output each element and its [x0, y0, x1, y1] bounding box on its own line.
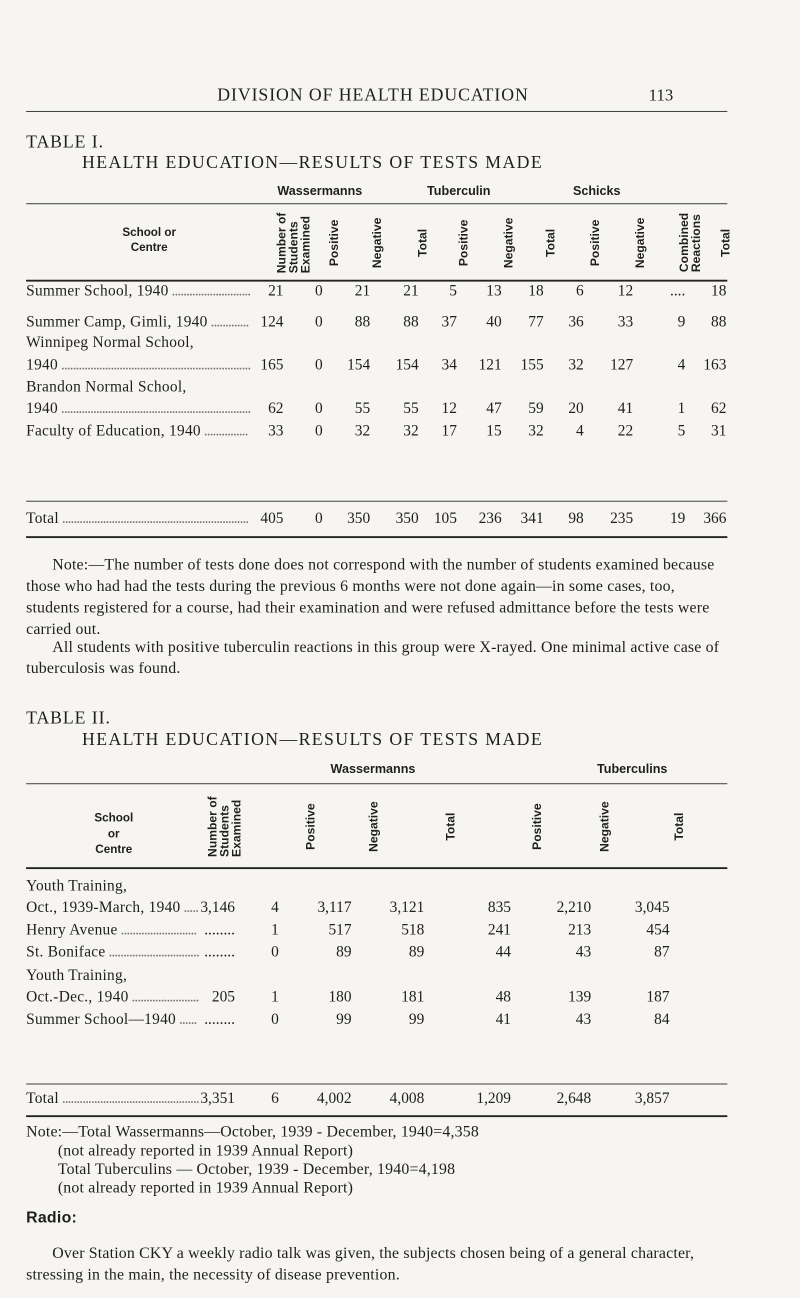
table2-total-cell: 6	[271, 1089, 279, 1107]
table1-cell: 88	[711, 312, 727, 331]
table1-row-name: Brandon Normal School,	[26, 377, 187, 396]
table1-header-col-5: Total	[543, 228, 558, 257]
table2-row-3-line-0	[26, 966, 727, 988]
table1-cell: 41	[617, 399, 634, 417]
table2-cell: 41	[495, 1009, 511, 1028]
table2-cell: 44	[495, 942, 511, 961]
table1-cell: 0	[314, 421, 323, 440]
table1-header-col-6: Positive	[587, 219, 602, 266]
table2-cell: 187	[646, 987, 670, 1006]
table1-cell: 22	[617, 421, 634, 440]
table2-header-col-5: Total	[671, 812, 686, 841]
table1-total-cell: 0	[314, 509, 323, 527]
table2-row-name: Youth Training,	[26, 876, 128, 895]
table2-group-tuberculins: Tuberculins	[597, 761, 668, 776]
table1-row-3-line-0	[26, 378, 727, 400]
radio-heading: Radio:	[26, 1208, 78, 1227]
table1-cell: 4	[677, 355, 686, 373]
running-title: DIVISION OF HEALTH EDUCATION	[217, 85, 529, 106]
table2-row-name: St. Boniface ...............................	[26, 942, 199, 961]
table1-title: HEALTH EDUCATION—RESULTS OF TESTS MADE	[82, 152, 544, 173]
table1-group-wassermanns: Wassermanns	[277, 183, 363, 198]
table1-total-cell: 236	[478, 509, 502, 527]
table2-row-name: Oct.-Dec., 1940 .......................	[26, 987, 199, 1006]
table2-title: HEALTH EDUCATION—RESULTS OF TESTS MADE	[82, 730, 544, 750]
table2-note-line-4: (not already reported in 1939 Annual Report)	[57, 1178, 354, 1197]
table1-cell: 0	[314, 399, 323, 417]
table1-row-name: 1940 .................................................................	[26, 399, 251, 417]
table2-cell: 3,121	[389, 897, 425, 916]
table1-cell: 55	[403, 399, 419, 417]
table1-cell: 31	[711, 421, 727, 440]
table1-cell: 33	[617, 312, 634, 331]
table2-cell: 99	[336, 1009, 352, 1028]
table1-cell: 21	[403, 281, 419, 300]
table1-label: TABLE I.	[26, 132, 104, 152]
table2-cell: 43	[575, 1009, 592, 1028]
table1-top-rule	[26, 203, 727, 204]
table1-cell: 154	[347, 355, 371, 373]
table1-header-col-1: Negative	[369, 217, 384, 268]
table1-cell: 0	[314, 312, 323, 331]
table2-cell: 48	[495, 987, 511, 1006]
table2-cell: 2,210	[556, 897, 592, 916]
table2-cell: 517	[328, 920, 352, 939]
table2-note-line-1: Note:—Total Wassermanns—October, 1939 - December, 1940=4,358	[26, 1122, 479, 1141]
table1-cell: 55	[354, 399, 371, 417]
table2-cell: 0	[271, 1009, 279, 1028]
table1-cell: 21	[354, 281, 371, 300]
table2-total-cell: 3,857	[634, 1089, 670, 1107]
table2-row-3-line-1	[26, 987, 727, 1009]
table2-row-0-line-1	[26, 898, 727, 920]
table1-total-cell: 405	[260, 509, 284, 527]
table1-cell: 62	[711, 399, 727, 417]
table1-cell: 17	[441, 421, 457, 440]
table2-cell: 99	[408, 1009, 425, 1028]
table1-header-col-2: Total	[415, 228, 430, 257]
table1-total-cell: 350	[347, 509, 371, 527]
table1-cell: 32	[403, 421, 419, 440]
table1-cell: 0	[314, 281, 323, 300]
table1-row-3-line-1	[26, 399, 727, 421]
table1-cell: 13	[486, 281, 502, 300]
table2-cell: 87	[654, 942, 670, 961]
table1-cell: 33	[268, 421, 284, 440]
table1-header-col-3: Positive	[456, 219, 471, 266]
table2-cell: 454	[646, 920, 670, 939]
table2-total-cell: 1,209	[476, 1089, 511, 1107]
table1-cell: 40	[486, 312, 502, 331]
table2-header-school-line3: Centre	[95, 842, 133, 857]
table1-cell: 12	[617, 281, 634, 300]
table1-header-school-line2: Centre	[130, 240, 168, 254]
table1-cell: 59	[528, 399, 544, 417]
table1-row-1-line-0	[26, 312, 727, 334]
running-head	[0, 86, 746, 108]
table1-group-tuberculin: Tuberculin	[427, 183, 491, 198]
table1-cell: 121	[478, 355, 502, 373]
table2-header-col-3: Positive	[530, 802, 545, 850]
table1-cell: 34	[441, 355, 457, 373]
table2-cell: 89	[408, 942, 425, 961]
table1-row-4-line-0	[26, 421, 727, 443]
table1-cell: 15	[486, 421, 502, 440]
table2-total-cell: 2,648	[556, 1089, 592, 1107]
table1-cell: 18	[711, 281, 727, 300]
table2-row-4-line-0	[26, 1010, 727, 1032]
table2-total-cell: 3,351	[200, 1089, 235, 1107]
table1-header-school	[103, 225, 196, 255]
table1-total-cell: 366	[703, 509, 727, 527]
table2-cell: 241	[487, 920, 511, 939]
table2-header-school-line2: or	[107, 827, 120, 841]
table1-cell: 37	[441, 312, 457, 331]
table1-header-col-9: Total	[718, 228, 733, 257]
table2-header-col-0: Positive	[303, 802, 318, 850]
table2-header-school-line1: School	[94, 811, 134, 825]
table1-group-schicks: Schicks	[572, 183, 621, 198]
table1-cell: 36	[568, 312, 584, 331]
table2-cell: 205	[211, 987, 235, 1006]
table2-label: TABLE II.	[26, 708, 111, 729]
table1-cell: 12	[441, 399, 457, 417]
table1-cell: 163	[703, 355, 727, 373]
table2-note-line-2: (not already reported in 1939 Annual Report)	[57, 1141, 354, 1160]
table2-row-name: Youth Training,	[26, 966, 128, 984]
table2-header-col-4: Negative	[597, 800, 612, 852]
table2-cell: ........	[204, 942, 235, 961]
table1-header-students: Number of Students Examined	[273, 212, 312, 273]
table1-row-2-line-0	[26, 333, 727, 355]
table2-cell: 3,045	[634, 897, 670, 916]
table1-total-cell: 350	[395, 509, 419, 527]
table2-note-line-3: Total Tuberculins — October, 1939 - December, 1940=4,198	[57, 1159, 456, 1178]
table1-row-2-line-1	[26, 355, 727, 377]
table1-cell: 6	[576, 281, 584, 300]
table2-cell: 518	[401, 920, 425, 939]
table2-cell: 181	[401, 987, 425, 1006]
table1-note: Note:—The number of tests done does not correspond with the number of students examined because those who had had the tests during the previous 6 months were not done again—in some cases, too, students registered for a course, had their examination and were refused admittance before the tests were carried out.	[26, 555, 715, 638]
table1-header-col-7: Negative	[632, 217, 647, 268]
table2-cell: 89	[336, 942, 352, 961]
table1-total-cell: 98	[568, 509, 584, 527]
table2-cell: 1	[271, 920, 279, 939]
table1-cell: 88	[403, 312, 419, 331]
tuberculin-paragraph: All students with positive tuberculin reactions in this group were X-rayed. One minimal active case of tuberculosis was found.	[26, 637, 720, 677]
table2-row-name: Summer School—1940 ......	[26, 1009, 197, 1028]
table1-total-rule	[26, 501, 727, 502]
table1-row-name: Summer Camp, Gimli, 1940 .............	[26, 312, 249, 331]
page-number: 113	[648, 85, 674, 105]
table2-top-rule	[26, 783, 727, 784]
table1-cell: 155	[520, 355, 544, 373]
table2-header-school	[58, 810, 170, 858]
table2-total-label: Total ...............................................	[26, 1089, 199, 1107]
table2-cell: 3,146	[200, 897, 235, 916]
table1-total-cell: 19	[669, 509, 686, 527]
table1-total-row	[26, 509, 727, 531]
table1-row-name: Winnipeg Normal School,	[26, 332, 194, 351]
table2-total-rule	[26, 1084, 727, 1085]
table1-cell: 9	[677, 312, 686, 331]
table2-header-col-1: Negative	[366, 800, 380, 852]
radio-paragraph: Over Station CKY a weekly radio talk was given, the subjects chosen being of a general character, stressing in the main, the necessity of disease prevention.	[26, 1243, 695, 1284]
table2-row-name: Henry Avenue ..........................	[26, 920, 197, 939]
table1-cell: 32	[568, 355, 584, 373]
table1-cell: 88	[354, 312, 371, 331]
table1-cell: 21	[268, 281, 284, 300]
table2-total-cell: 4,008	[389, 1089, 425, 1107]
table1-cell: 5	[677, 421, 686, 440]
table1-row-name: 1940 .................................................................	[26, 355, 251, 373]
table2-cell: 1	[271, 987, 279, 1006]
table1-cell: 77	[528, 312, 544, 331]
table1-cell: 127	[610, 355, 634, 373]
table2-cell: 3,117	[317, 897, 352, 916]
table1-row-name: Summer School, 1940 ...........................	[26, 281, 251, 300]
table1-cell: 47	[486, 399, 502, 417]
table2-row-0-line-0	[26, 877, 727, 899]
table1-cell: 18	[528, 281, 544, 300]
header-rule	[26, 111, 727, 112]
table2-header-col-2: Total	[443, 812, 458, 841]
table1-cell: 0	[314, 355, 323, 373]
table1-row-0-line-0	[26, 282, 727, 304]
table2-header-rule	[26, 867, 727, 869]
table1-cell: 32	[528, 421, 544, 440]
table1-bottom-rule	[26, 536, 727, 538]
table1-cell: 5	[449, 281, 457, 300]
table1-total-label: Total ................................................................	[26, 509, 249, 527]
table2-header-students: Number of Students Examined	[204, 795, 243, 857]
table2-cell: 139	[568, 987, 592, 1006]
table1-total-cell: 341	[520, 509, 544, 527]
table2-row-2-line-0	[26, 943, 727, 965]
table1-header-school-line1: School or	[122, 225, 177, 239]
table1-cell: ....	[669, 281, 686, 300]
table1-header-col-8: Combined Reactions	[676, 212, 704, 273]
table1-cell: 4	[576, 421, 584, 440]
table2-cell: ........	[204, 1009, 235, 1028]
table1-header-col-0: Positive	[326, 219, 341, 266]
table2-group-wassermanns: Wassermanns	[330, 761, 416, 776]
table2-total-cell: 4,002	[316, 1089, 352, 1107]
table1-header-col-4: Negative	[501, 217, 516, 268]
table1-row-name: Faculty of Education, 1940 ...............	[26, 421, 248, 440]
table2-total-row	[26, 1089, 727, 1111]
table2-cell: 84	[654, 1009, 670, 1028]
table2-cell: 43	[575, 942, 592, 961]
table2-bottom-rule	[26, 1115, 727, 1117]
table2-cell: 835	[487, 897, 511, 916]
table1-cell: 124	[260, 312, 284, 331]
table2-cell: 0	[271, 942, 279, 961]
table2-cell: 213	[568, 920, 592, 939]
table2-cell: 180	[328, 987, 352, 1006]
table1-cell: 165	[260, 355, 284, 373]
table1-cell: 32	[354, 421, 371, 440]
table1-cell: 154	[395, 355, 419, 373]
table1-cell: 1	[677, 399, 686, 417]
table1-total-cell: 235	[610, 509, 634, 527]
table2-row-name: Oct., 1939-March, 1940 .....	[26, 897, 199, 916]
table1-total-cell: 105	[433, 509, 457, 527]
table1-cell: 62	[268, 399, 284, 417]
table1-cell: 20	[568, 399, 584, 417]
table2-cell: ........	[204, 920, 235, 939]
table2-row-1-line-0	[26, 920, 727, 942]
table2-cell: 4	[271, 897, 279, 916]
